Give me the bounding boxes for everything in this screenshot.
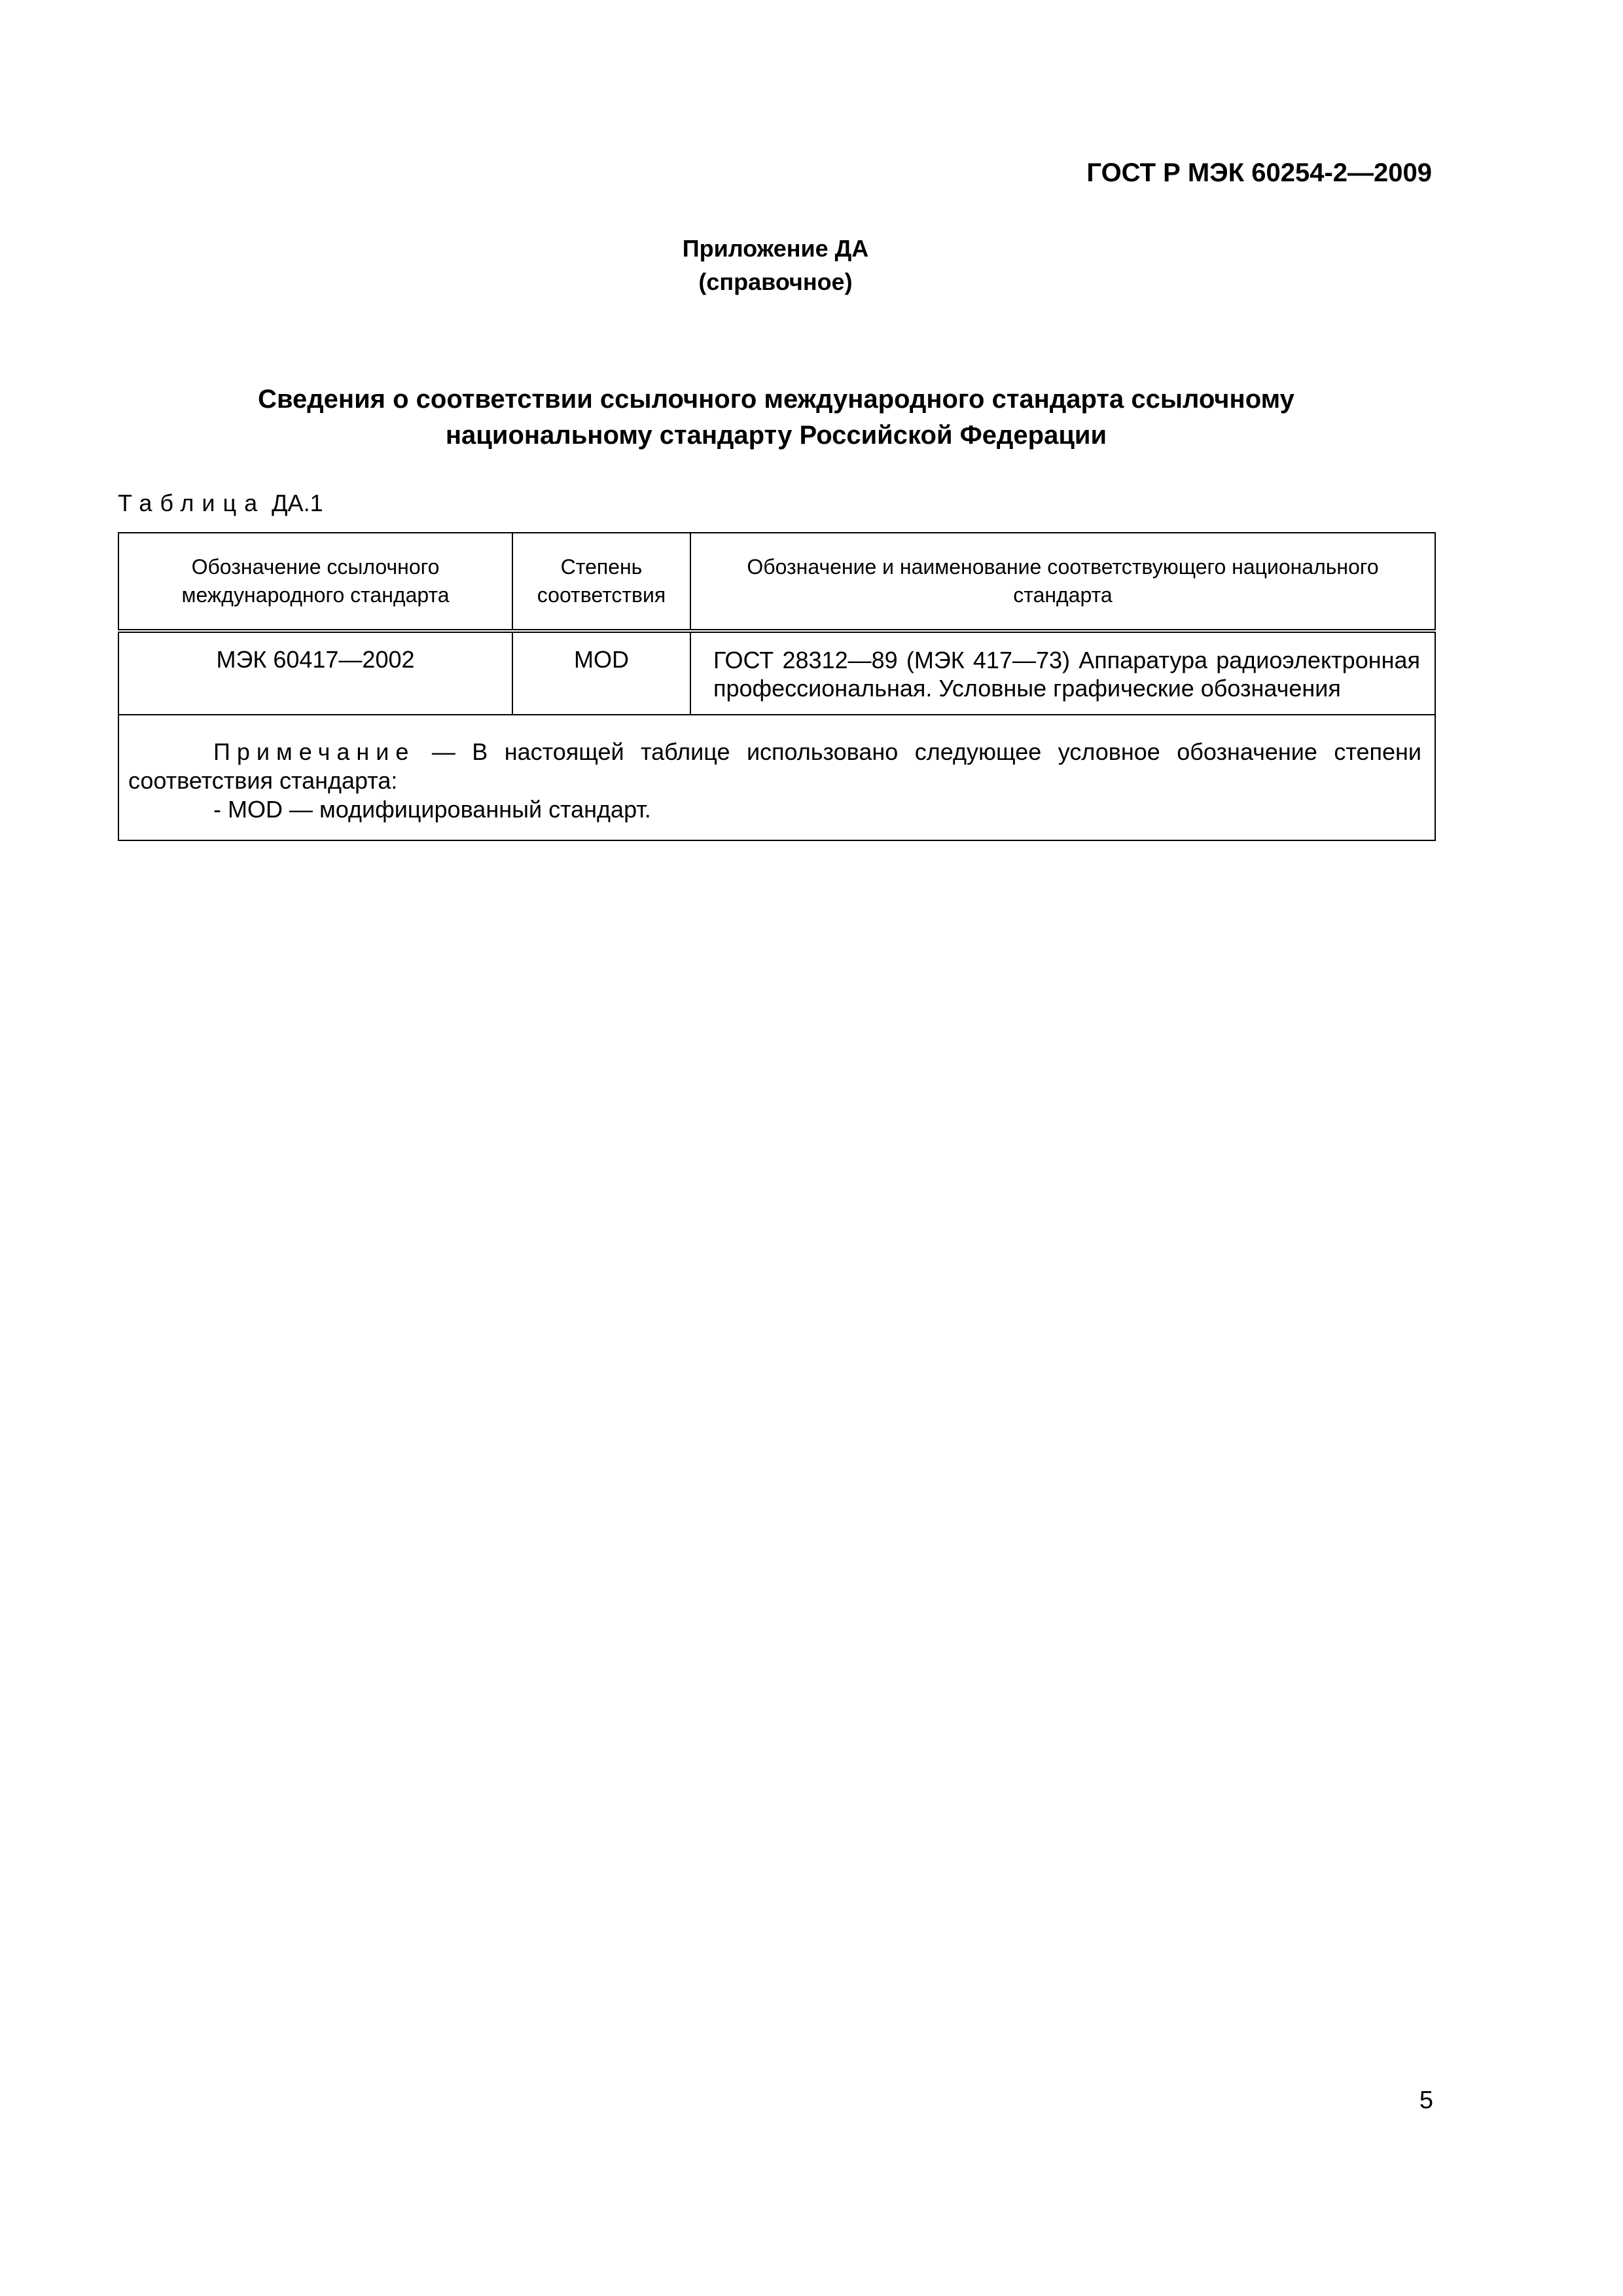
cell-international-standard: МЭК 60417—2002 bbox=[118, 631, 512, 715]
section-title-line-1: Сведения о соответствии ссылочного международного стандарта ссылочному bbox=[258, 385, 1294, 414]
appendix-title: Приложение ДА bbox=[682, 235, 869, 262]
section-title-line-2: национальному стандарту Российской Федерации bbox=[445, 421, 1107, 450]
table-note-row bbox=[118, 715, 1435, 840]
table-note bbox=[118, 715, 1435, 840]
page-number: 5 bbox=[1419, 2087, 1433, 2114]
cell-degree: MOD bbox=[512, 631, 690, 715]
table-caption bbox=[118, 490, 323, 517]
appendix-heading bbox=[0, 232, 1551, 298]
note-label: Примечание bbox=[213, 738, 416, 765]
column-header-national-standard: Обозначение и наименование соответствующего национального стандарта bbox=[690, 533, 1435, 631]
note-list-item: - MOD — модифицированный стандарт. bbox=[213, 796, 651, 823]
table-caption-label: Таблица bbox=[118, 490, 266, 516]
section-title bbox=[118, 382, 1435, 454]
appendix-status: (справочное) bbox=[698, 268, 853, 295]
note-body: — В настоящей таблице использовано следующее условное обозначение степени соответствия стандарта: bbox=[128, 738, 1421, 794]
note-text bbox=[128, 738, 1421, 795]
correspondence-table bbox=[118, 532, 1436, 841]
table-header-row bbox=[118, 533, 1435, 631]
column-header-degree: Степень соответствия bbox=[512, 533, 690, 631]
document-code: ГОСТ Р МЭК 60254-2—2009 bbox=[1086, 158, 1432, 187]
cell-national-standard: ГОСТ 28312—89 (МЭК 417—73) Аппаратура радиоэлектронная профессиональная. Условные графические обозначения bbox=[690, 631, 1435, 715]
table-row bbox=[118, 631, 1435, 715]
table-caption-number: ДА.1 bbox=[272, 490, 323, 516]
column-header-international-standard: Обозначение ссылочного международного стандарта bbox=[118, 533, 512, 631]
